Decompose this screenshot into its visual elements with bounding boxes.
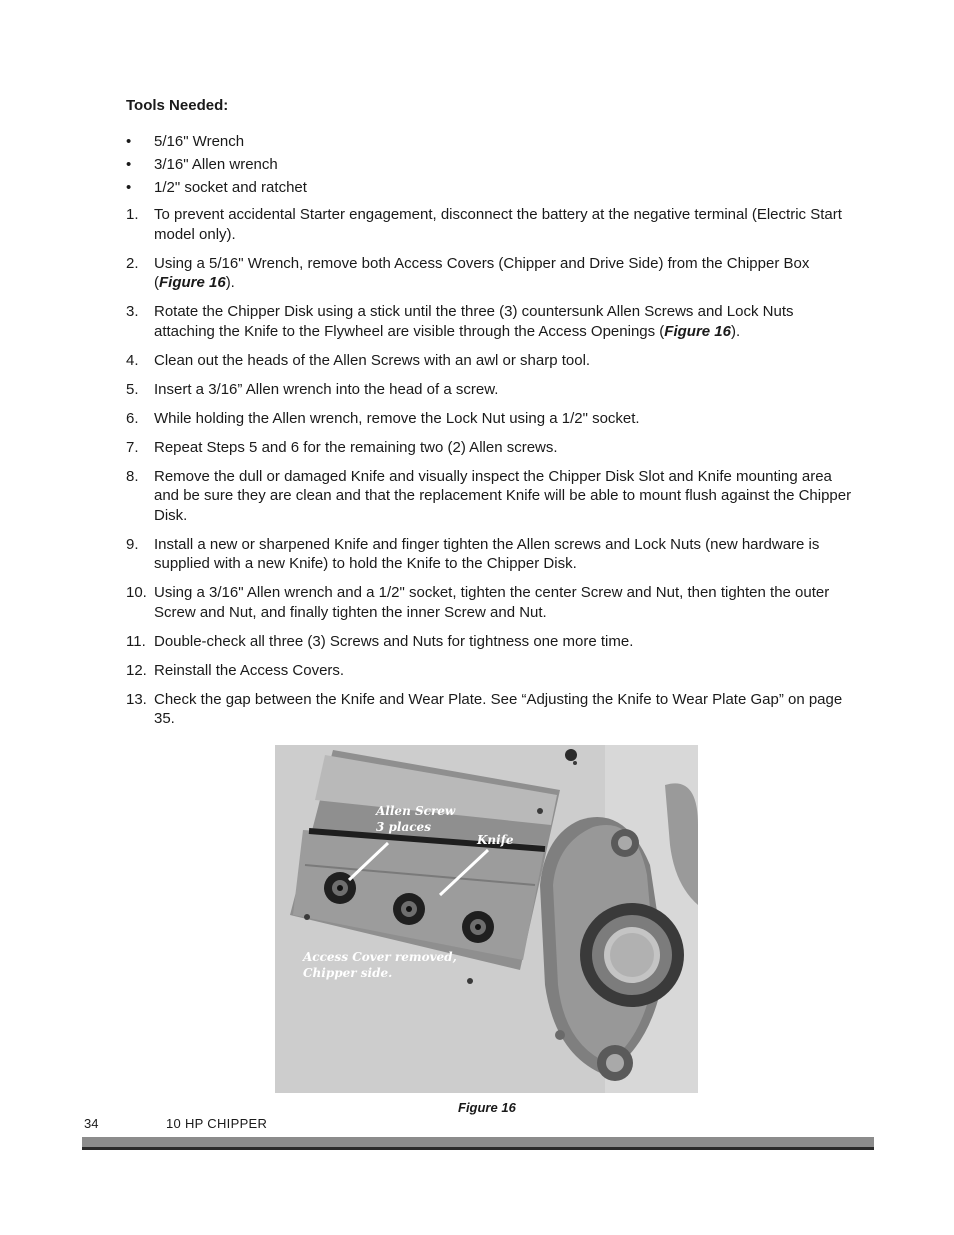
label-access-cover: Access Cover removed, Chipper side.	[303, 950, 457, 980]
step-item: 5. Insert a 3/16” Allen wrench into the head of a screw.	[126, 380, 499, 398]
step-item: 12. Reinstall the Access Covers.	[126, 661, 345, 679]
step-item: 8. Remove the dull or damaged Knife and visually inspect the Chipper Disk Slot and Knife mounting area and be sure they are clean and that the replacement Knife will be able to mount flush against the Chipper Disk.	[126, 467, 852, 524]
figure-reference: Figure 16	[159, 274, 226, 291]
bullet-icon: •	[126, 133, 132, 150]
step-item: 2. Using a 5/16" Wrench, remove both Access Covers (Chipper and Drive Side) from the Chipper Box (Figure 16).	[126, 254, 810, 291]
procedure-steps	[126, 205, 856, 738]
footer-rule	[82, 1137, 874, 1147]
step-item: 9. Install a new or sharpened Knife and finger tighten the Allen screws and Lock Nuts (new hardware is supplied with a new Knife) to hold the Knife to the Chipper Disk.	[126, 535, 820, 572]
tools-list	[126, 130, 307, 199]
step-item: 3. Rotate the Chipper Disk using a stick until the three (3) countersunk Allen Screws and Lock Nuts attaching the Knife to the Flywheel are visible through the Access Openings (Figure 16).	[126, 303, 794, 340]
tools-list-item: • 5/16" Wrench	[126, 130, 307, 153]
tools-list-item: • 1/2" socket and ratchet	[126, 176, 307, 199]
figure-reference: Figure 16	[664, 322, 731, 340]
step-item: 1. To prevent accidental Starter engagement, disconnect the battery at the negative terminal (Electric Start model only).	[126, 206, 842, 243]
knife-photo	[275, 745, 698, 1093]
step-item: 7. Repeat Steps 5 and 6 for the remaining two (2) Allen screws.	[126, 438, 558, 456]
figure-caption: Figure 16	[458, 1100, 516, 1115]
knife-photo-illustration	[275, 745, 698, 1093]
tools-list-item: • 3/16" Allen wrench	[126, 153, 307, 176]
page-number: 34	[84, 1116, 99, 1131]
tools-heading: Tools Needed:	[126, 97, 229, 114]
footer-title: 10 HP CHIPPER	[166, 1116, 268, 1131]
bullet-icon: •	[126, 156, 132, 173]
label-allen-screw: Allen Screw 3 places	[376, 804, 456, 834]
step-item: 13. Check the gap between the Knife and Wear Plate. See “Adjusting the Knife to Wear Plate Gap” on page 35.	[126, 690, 843, 727]
label-knife: Knife	[477, 833, 514, 847]
bullet-icon: •	[126, 179, 132, 196]
footer-rule-dark	[82, 1147, 874, 1150]
step-item: 11. Double-check all three (3) Screws and Nuts for tightness one more time.	[126, 632, 634, 650]
step-item: 10. Using a 3/16" Allen wrench and a 1/2" socket, tighten the center Screw and Nut, then tighten the outer Screw and Nut, and finally tighten the inner Screw and Nut.	[126, 584, 830, 621]
step-item: 4. Clean out the heads of the Allen Screws with an awl or sharp tool.	[126, 351, 591, 369]
step-item: 6. While holding the Allen wrench, remove the Lock Nut using a 1/2" socket.	[126, 409, 640, 427]
